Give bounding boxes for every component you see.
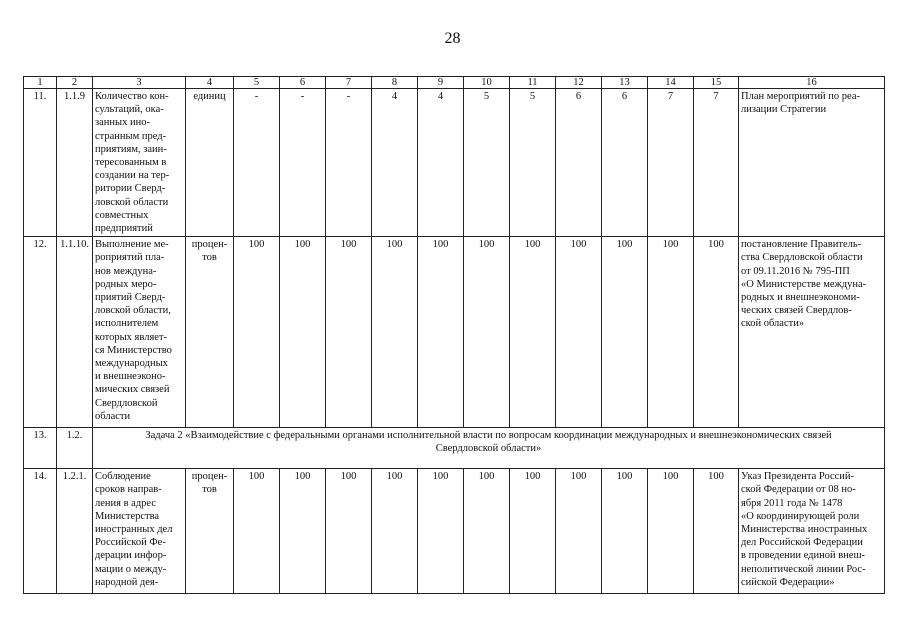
value-cell: 100 [418,237,464,428]
table-row [24,237,885,428]
value-cell: 100 [372,237,418,428]
legal-basis: План мероприятий по реа- лизации Стратегии [739,89,885,237]
table-row [24,469,885,594]
header-cell: 2 [57,77,93,89]
value-cell: 5 [464,89,510,237]
value-cell: 4 [418,89,464,237]
value-cell: 100 [326,237,372,428]
value-cell: - [234,89,280,237]
value-cell: 7 [648,89,694,237]
value-cell: 4 [372,89,418,237]
row-code: 1.2.1. [57,469,93,594]
row-code: 1.2. [57,428,93,469]
value-cell: 100 [234,237,280,428]
row-code: 1.1.9 [57,89,93,237]
row-number: 14. [24,469,57,594]
unit: процен- тов [186,469,234,594]
row-number: 13. [24,428,57,469]
header-cell: 13 [602,77,648,89]
value-cell: 100 [602,469,648,594]
unit: процен- тов [186,237,234,428]
value-cell: 6 [602,89,648,237]
header-cell: 3 [93,77,186,89]
header-cell: 10 [464,77,510,89]
table-row [24,89,885,237]
value-cell: - [280,89,326,237]
header-cell: 14 [648,77,694,89]
value-cell: 6 [556,89,602,237]
value-cell: 100 [510,469,556,594]
header-cell: 15 [694,77,739,89]
page-number: 28 [444,30,461,47]
header-cell: 6 [280,77,326,89]
value-cell: 100 [694,469,739,594]
header-cell: 11 [510,77,556,89]
header-cell: 9 [418,77,464,89]
value-cell: 100 [372,469,418,594]
row-number: 11. [24,89,57,237]
column-number-header [24,77,885,89]
indicators-table [23,76,885,594]
task-title: Задача 2 «Взаимодействие с федеральными органами исполнительной власти по вопросам координации международных и внешнеэкономических связей Свердловской области» [93,428,885,469]
task-row [24,428,885,469]
value-cell: 100 [326,469,372,594]
value-cell: 100 [648,237,694,428]
value-cell: - [326,89,372,237]
header-cell: 4 [186,77,234,89]
value-cell: 100 [694,237,739,428]
value-cell: 7 [694,89,739,237]
value-cell: 100 [556,237,602,428]
value-cell: 100 [510,237,556,428]
header-cell: 12 [556,77,602,89]
value-cell: 100 [556,469,602,594]
indicator-name: Соблюдение сроков направ- ления в адрес Министерства иностранных дел Российской Фе- дерации инфор- мации о между- народной дея- [93,469,186,594]
header-cell: 8 [372,77,418,89]
indicator-name: Выполнение ме- роприятий пла- нов междуна- родных меро- приятий Сверд- ловской области, исполнителем которых являет- ся Министерство международных и внешнеэконо- мических связей Свердловской области [93,237,186,428]
header-cell: 16 [739,77,885,89]
row-number: 12. [24,237,57,428]
legal-basis: Указ Президента Россий- ской Федерации от 08 но- ября 2011 года № 1478 «О координирующей роли Министерства иностранных дел Российской Федерации в проведении единой внеш- неполитической линии Рос- сийской Федерации» [739,469,885,594]
value-cell: 100 [418,469,464,594]
indicator-name: Количество кон- сультаций, ока- занных ино- странным пред- приятиям, заин- тересованным в создании на тер- ритории Сверд- ловской области совместных предприятий [93,89,186,237]
value-cell: 100 [280,237,326,428]
value-cell: 100 [464,237,510,428]
value-cell: 5 [510,89,556,237]
header-cell: 1 [24,77,57,89]
value-cell: 100 [602,237,648,428]
value-cell: 100 [464,469,510,594]
value-cell: 100 [234,469,280,594]
header-cell: 5 [234,77,280,89]
unit: единиц [186,89,234,237]
header-cell: 7 [326,77,372,89]
value-cell: 100 [280,469,326,594]
value-cell: 100 [648,469,694,594]
legal-basis: постановление Правитель- ства Свердловской области от 09.11.2016 № 795-ПП «О Министерстве междуна- родных и внешнеэкономи- ческих связей Свердлов- ской области» [739,237,885,428]
row-code: 1.1.10. [57,237,93,428]
